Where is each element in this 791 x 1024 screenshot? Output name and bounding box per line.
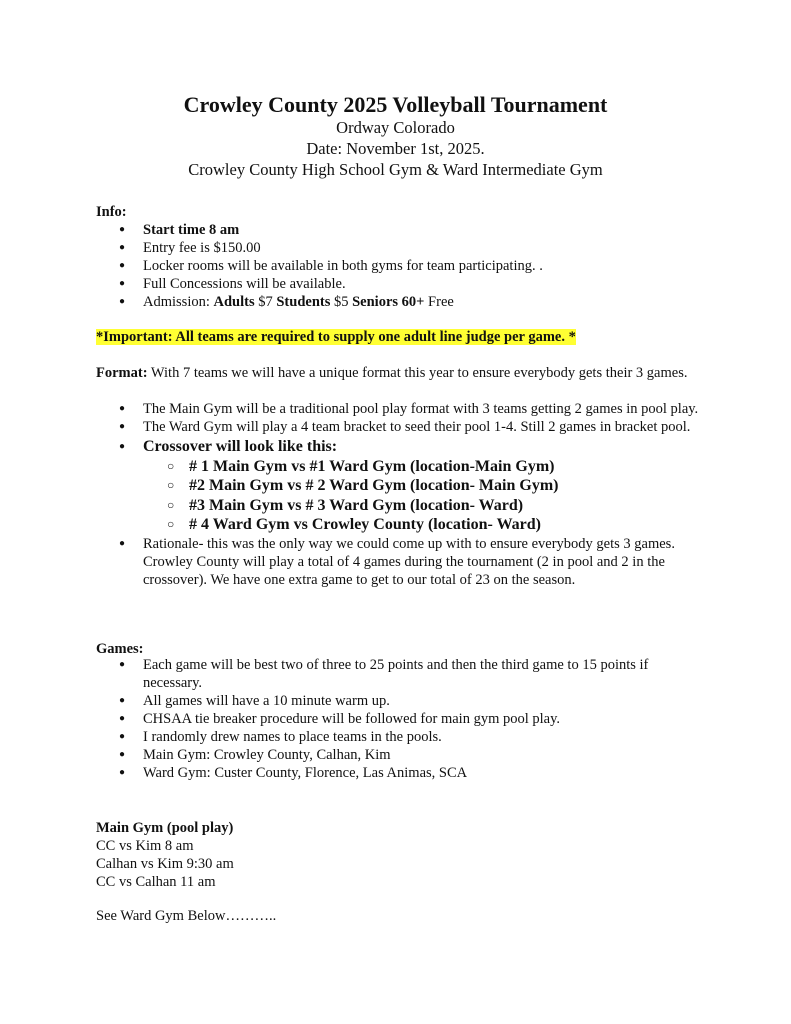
list-item: ● CHSAA tie breaker procedure will be followed for main gym pool play. — [96, 710, 706, 728]
list-item: ● Main Gym: Crowley County, Calhan, Kim — [96, 746, 706, 764]
list-item: ● Entry fee is $150.00 — [96, 239, 706, 257]
adults-label: Adults — [213, 294, 255, 310]
students-price: $5 — [333, 294, 349, 310]
date-line: Date: November 1st, 2025. — [306, 139, 485, 158]
crossover-list — [143, 457, 706, 535]
format-list — [96, 400, 706, 589]
venues-line: Crowley County High School Gym & Ward Intermediate Gym — [188, 160, 603, 179]
crossover-item: ○ # 4 Ward Gym vs Crowley County (location- Ward) — [143, 515, 706, 535]
crossover-item: ○ #3 Main Gym vs # 3 Ward Gym (location- Ward) — [143, 496, 706, 516]
list-item: ● Each game will be best two of three to 25 points and then the third game to 15 points if necessary. — [96, 656, 706, 692]
page-title: Crowley County 2025 Volleyball Tournament — [183, 92, 608, 117]
info-list — [96, 221, 706, 311]
list-item: ● Full Concessions will be available. — [96, 275, 706, 293]
list-item: ● The Ward Gym will play a 4 team bracket to seed their pool 1-4. Still 2 games in bracket pool. — [96, 418, 706, 436]
location-line: Ordway Colorado — [336, 118, 455, 137]
list-item: ● Locker rooms will be available in both gyms for team participating. . — [96, 257, 706, 275]
format-intro-text: With 7 teams we will have a unique format this year to ensure everybody gets their 3 games. — [150, 365, 688, 381]
list-item: ● All games will have a 10 minute warm up. — [96, 692, 706, 710]
adults-price: $7 — [258, 294, 273, 310]
seniors-label: Seniors 60+ — [352, 294, 425, 310]
match-line: CC vs Calhan 11 am — [96, 874, 216, 890]
games-list — [96, 656, 706, 782]
admission-label: Admission: — [143, 294, 210, 310]
list-item: ● I randomly drew names to place teams in the pools. — [96, 728, 706, 746]
list-item: ● Ward Gym: Custer County, Florence, Las Animas, SCA — [96, 764, 706, 782]
match-line: Calhan vs Kim 9:30 am — [96, 856, 234, 872]
list-item: ● Start time 8 am — [96, 221, 706, 239]
crossover-heading — [96, 437, 706, 535]
list-item: ● The Main Gym will be a traditional pool play format with 3 teams getting 2 games in pool play. — [96, 400, 706, 418]
format-intro — [96, 364, 706, 382]
footer-note: See Ward Gym Below……….. — [96, 908, 277, 924]
info-heading: Info: — [96, 204, 127, 220]
list-item: ● Rationale- this was the only way we could come up with to ensure everybody gets 3 games. Crowley County will play a total of 4 games during the tournament (2 in pool and 2 in the crossover). We have one extra game to get to our total of 23 on the season. — [96, 535, 706, 589]
seniors-price: Free — [428, 294, 454, 310]
students-label: Students — [276, 294, 331, 310]
crossover-item: ○ #2 Main Gym vs # 2 Ward Gym (location- Main Gym) — [143, 476, 706, 496]
admission-item — [96, 293, 706, 311]
main-gym-heading: Main Gym (pool play) — [96, 820, 234, 836]
crossover-item: ○ # 1 Main Gym vs #1 Ward Gym (location-Main Gym) — [143, 457, 706, 477]
crossover-heading-text: Crossover will look like this: — [143, 438, 338, 455]
important-highlight: *Important: All teams are required to supply one adult line judge per game. * — [96, 329, 576, 345]
games-heading: Games: — [96, 641, 144, 657]
format-heading: Format: — [96, 365, 148, 381]
match-line: CC vs Kim 8 am — [96, 838, 194, 854]
important-notice — [96, 328, 736, 346]
